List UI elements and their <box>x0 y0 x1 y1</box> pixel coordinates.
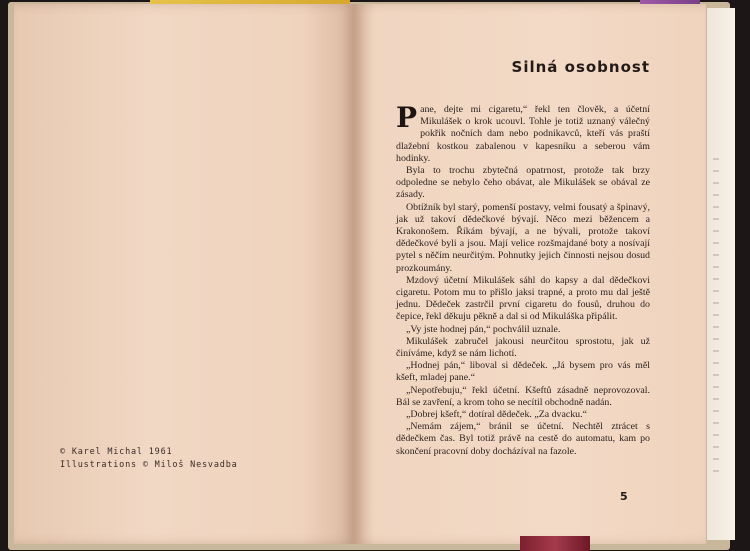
copyright-credits <box>60 446 320 472</box>
paragraph: Obtížník byl starý, pomenší postavy, velmi fousatý a špinavý, jak už takoví dědečkové bývají. Něco mezi běžencem a Krakonošem. Říkám bývají, a ne bývali, protože takoví dědečkové byli a jsou. Mají velice rozšmajdané boty a nosívají pytel s něčím neurčitým. Pohnutky jejich činnosti nejsou dosud prozkoumány. <box>396 201 650 274</box>
paragraph: „Vy jste hodnej pán,“ pochválil uznale. <box>406 323 561 335</box>
paragraph: „Dobrej kšeft,“ dotíral dědeček. „Za dvacku.“ <box>406 409 587 421</box>
paragraph: „Hodnej pán,“ liboval si dědeček. „Já bysem pro vás měl kšeft, mladej pane.“ <box>396 360 650 384</box>
chapter-title: Silná osobnost <box>511 58 650 76</box>
paragraph: „Nepotřebuju,“ řekl účetní. Kšeftů zásadně neprovozoval. Bál se zavření, a krom toho se necítil obchodně nadán. <box>396 384 650 408</box>
paragraph-text: ane, dejte mi cigaretu,“ řekl ten člověk, a účetní Mikulášek o krok ucouvl. Tohle je totiž uznaný válečný pokřik nočních dam nebo podnikavců, kteří vás praští dlažební kostkou zabalenou v kapesníku a seberou vám hodinky. <box>396 104 650 164</box>
page-number: 5 <box>620 490 628 503</box>
ribbon-bookmark <box>520 536 590 551</box>
chapter-text <box>396 101 650 458</box>
paragraph: „Nemám zájem,“ bránil se účetní. Nechtěl ztrácet s dědečkem čas. Byl totiž právě na cestě do automatu, kam po skončení pracovní doby docházíval na fazole. <box>396 421 650 457</box>
paragraph: Mzdový účetní Mikulášek sáhl do kapsy a dal dědečkovi cigaretu. Potom mu to přišlo jaksi trapné, a proto mu dal ještě jednu. Dědeček zastrčil první cigaretu do fousů, druhou do čepice, řekl děkuju pěkně a dal si od Mikuláška připálit. <box>396 274 650 323</box>
copyright-illustrations: Illustrations © Miloš Nesvadba <box>60 460 238 470</box>
page-edge-marks <box>713 158 719 478</box>
copyright-author: © Karel Michal 1961 <box>60 447 173 457</box>
paragraph: Mikulášek zabručel jakousi neurčitou sprostotu, jak už činíváme, když se nám lichotí. <box>396 335 650 360</box>
paragraph <box>396 101 650 165</box>
drop-cap: P <box>396 101 418 134</box>
paragraph: Byla to trochu zbytečná opatrnost, protože tak brzy odpoledne se nebylo čeho obávat, ale Mikulášek se obával ze zásady. <box>396 165 650 201</box>
adjacent-book-edge <box>706 8 735 540</box>
